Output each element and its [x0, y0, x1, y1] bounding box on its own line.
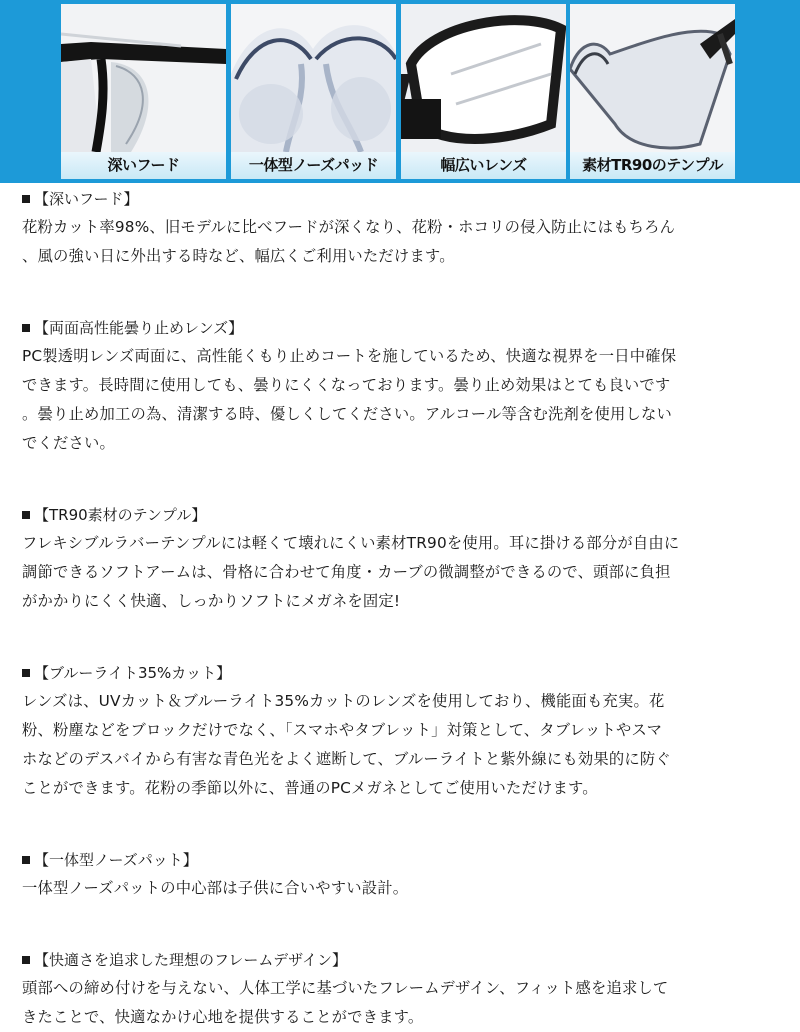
- square-bullet-icon: [22, 856, 30, 864]
- section-nose-pad: [22, 847, 800, 903]
- section-heading: [22, 947, 800, 974]
- section-frame-design: [22, 947, 800, 1032]
- section-heading: [22, 315, 800, 342]
- section-heading-text: 【TR90素材のテンプル】: [34, 506, 207, 524]
- section-heading-text: 【深いフード】: [34, 190, 139, 208]
- section-heading: [22, 847, 800, 874]
- section-tr90-temple: [22, 502, 800, 616]
- section-deep-hood: [22, 186, 800, 271]
- section-heading-text: 【快適さを追求した理想のフレームデザイン】: [34, 951, 348, 969]
- tr90-temple-photo: [570, 4, 735, 152]
- body-line: 調節できるソフトアームは、骨格に合わせて角度・カーブの微調整ができるので、頭部に負担: [22, 563, 671, 581]
- body-line: でください。: [22, 434, 115, 452]
- section-heading-text: 【ブルーライト35%カット】: [34, 664, 232, 682]
- square-bullet-icon: [22, 195, 30, 203]
- feature-panel-nose-pad: [231, 4, 396, 179]
- caption-tr90-temple: 素材TR90のテンプル: [570, 152, 735, 179]
- section-heading-text: 【両面高性能曇り止めレンズ】: [34, 319, 244, 337]
- square-bullet-icon: [22, 956, 30, 964]
- body-line: ホなどのデスバイから有害な青色光をよく遮断して、ブルーライトと紫外線にも効果的に防ぐ: [22, 750, 671, 768]
- feature-banner: [0, 0, 800, 183]
- body-line: 花粉カット率98%、旧モデルに比べフードが深くなり、花粉・ホコリの侵入防止にはもちろん: [22, 218, 676, 236]
- body-line: 頭部への締め付けを与えない、人体工学に基づいたフレームデザイン、フィット感を追求して: [22, 979, 669, 997]
- feature-panel-wide-lens: [401, 4, 566, 179]
- square-bullet-icon: [22, 511, 30, 519]
- body-line: フレキシブルラバーテンプルには軽くて壊れにくい素材TR90を使用。耳に掛ける部分が自由に: [22, 534, 680, 552]
- section-blue-light-cut: [22, 660, 800, 803]
- body-line: 、風の強い日に外出する時など、幅広くご利用いただけます。: [22, 247, 455, 265]
- body-line: できます。長時間に使用しても、曇りにくくなっております。曇り止め効果はとても良いです: [22, 376, 671, 394]
- section-heading: [22, 660, 800, 687]
- body-line: レンズは、UVカット＆ブルーライト35%カットのレンズを使用しており、機能面も充実。花: [22, 692, 665, 710]
- body-line: きたことで、快適なかけ心地を提供することができます。: [22, 1008, 424, 1026]
- body-line: ことができます。花粉の季節以外に、普通のPCメガネとしてご使用いただけます。: [22, 779, 598, 797]
- section-heading-text: 【一体型ノーズパット】: [34, 851, 198, 869]
- caption-wide-lens: 幅広いレンズ: [401, 152, 566, 179]
- section-heading: [22, 186, 800, 213]
- body-line: PC製透明レンズ両面に、高性能くもり止めコートを施しているため、快適な視界を一日中確保: [22, 347, 677, 365]
- wide-lens-photo: [401, 4, 566, 152]
- deep-hood-photo: [61, 4, 226, 152]
- section-heading: [22, 502, 800, 529]
- caption-nose-pad: 一体型ノーズパッド: [231, 152, 396, 179]
- nose-pad-photo: [231, 4, 396, 152]
- body-line: 粉、粉塵などをブロックだけでなく、「スマホやタブレット」対策として、タブレットやスマ: [22, 721, 663, 739]
- body-line: 。曇り止め加工の為、清潔する時、優しくしてください。アルコール等含む洗剤を使用しない: [22, 405, 672, 423]
- feature-panel-tr90-temple: [570, 4, 735, 179]
- caption-deep-hood: 深いフード: [61, 152, 226, 179]
- square-bullet-icon: [22, 324, 30, 332]
- section-antifog-lens: [22, 315, 800, 458]
- body-line: 一体型ノーズパットの中心部は子供に合いやすい設計。: [22, 879, 409, 897]
- feature-description: [22, 186, 800, 1032]
- square-bullet-icon: [22, 669, 30, 677]
- feature-panel-deep-hood: [61, 4, 226, 179]
- body-line: がかかりにくく快適、しっかりソフトにメガネを固定!: [22, 592, 401, 610]
